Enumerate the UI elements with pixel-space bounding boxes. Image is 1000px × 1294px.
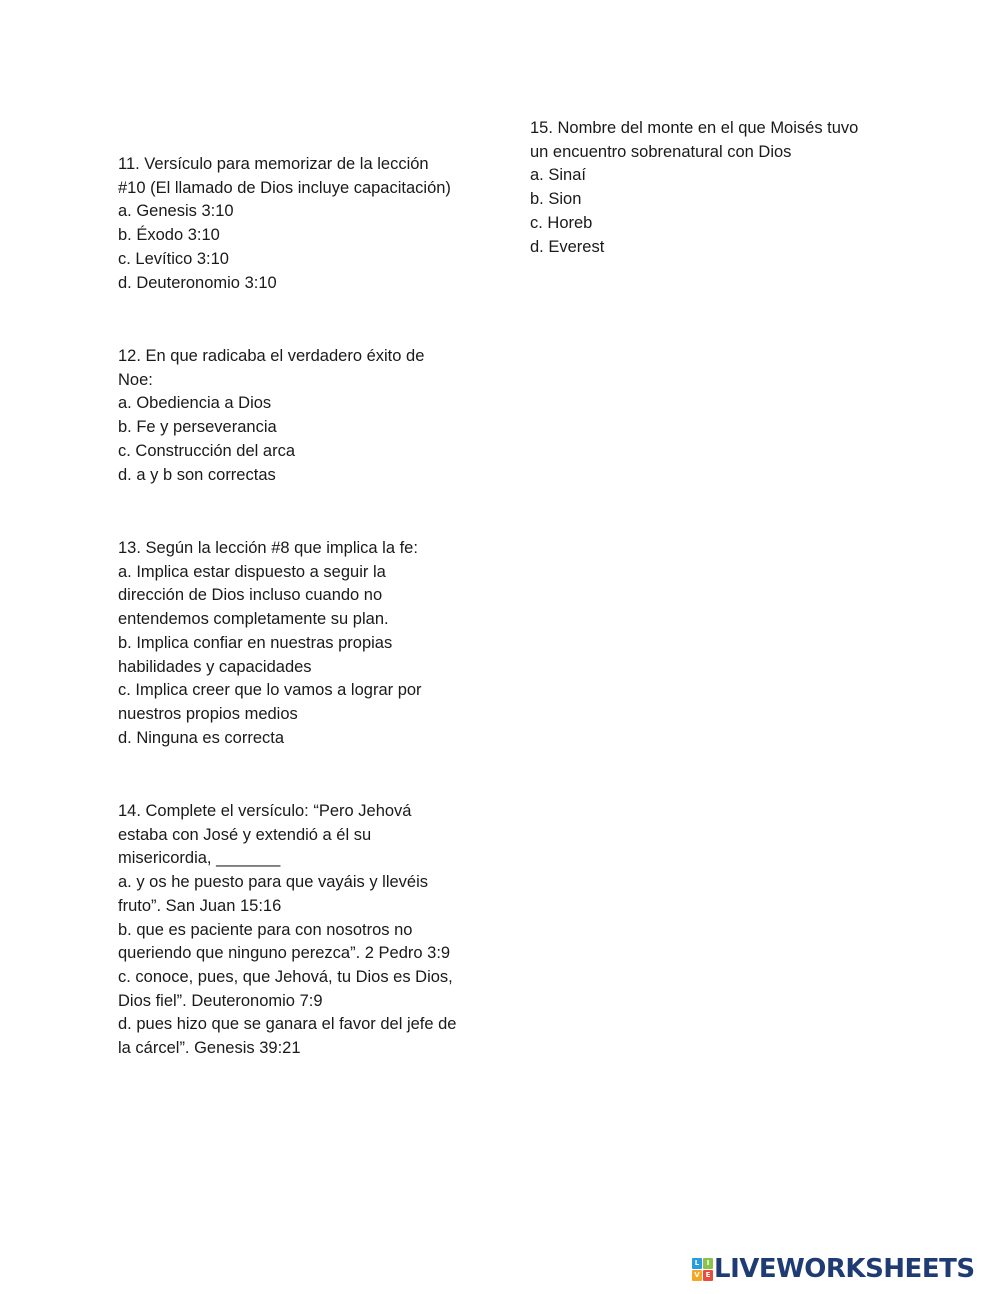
question-14-option-d-line-1[interactable]: d. pues hizo que se ganara el favor del jefe de: [118, 1015, 457, 1034]
question-11-option-d[interactable]: d. Deuteronomio 3:10: [118, 273, 277, 292]
question-13-option-a-line-3[interactable]: entendemos completamente su plan.: [118, 610, 389, 629]
logo-text: LIVEWORKSHEETS: [714, 1254, 975, 1284]
liveworksheets-logo[interactable]: [692, 1256, 975, 1282]
question-14-option-c-line-2[interactable]: Dios fiel”. Deuteronomio 7:9: [118, 991, 323, 1010]
question-12-prompt-line-1: 12. En que radicaba el verdadero éxito de: [118, 347, 425, 365]
question-14-option-b-line-2[interactable]: queriendo que ninguno perezca”. 2 Pedro 3:9: [118, 944, 451, 963]
question-13-option-b-line-2[interactable]: habilidades y capacidades: [118, 657, 312, 676]
question-14-option-a-line-2[interactable]: fruto”. San Juan 15:16: [118, 896, 282, 915]
question-11: [118, 153, 478, 295]
question-13-prompt: 13. Según la lección #8 que implica la fe:: [118, 539, 418, 557]
question-14-option-c-line-1[interactable]: c. conoce, pues, que Jehová, tu Dios es Dios,: [118, 967, 453, 986]
question-13-option-b-line-1[interactable]: b. Implica confiar en nuestras propias: [118, 633, 393, 652]
question-13-option-d[interactable]: d. Ninguna es correcta: [118, 728, 285, 747]
question-14-option-a-line-1[interactable]: a. y os he puesto para que vayáis y llevéis: [118, 873, 429, 892]
question-14-option-d-line-2[interactable]: la cárcel”. Genesis 39:21: [118, 1039, 301, 1058]
question-14-prompt-line-1: 14. Complete el versículo: “Pero Jehová: [118, 802, 412, 820]
question-15-prompt-line-1: 15. Nombre del monte en el que Moisés tuvo: [530, 119, 859, 137]
logo-mark-cell: V: [692, 1270, 702, 1281]
question-11-option-c[interactable]: c. Levítico 3:10: [118, 249, 229, 268]
question-11-option-b[interactable]: b. Éxodo 3:10: [118, 226, 220, 245]
question-14-prompt-line-3: misericordia, _______: [118, 849, 281, 868]
question-11-prompt-line-2: #10 (El llamado de Dios incluye capacitación): [118, 178, 451, 197]
question-12-prompt-line-2: Noe:: [118, 370, 153, 389]
question-12: [118, 345, 478, 487]
question-11-prompt-line-1: 11. Versículo para memorizar de la lección: [118, 155, 429, 173]
question-14-option-b-line-1[interactable]: b. que es paciente para con nosotros no: [118, 920, 413, 939]
logo-mark-cell: I: [703, 1258, 713, 1269]
question-13-option-c-line-1[interactable]: c. Implica creer que lo vamos a lograr por: [118, 681, 422, 700]
question-14: [118, 800, 478, 1061]
logo-mark-cell: L: [692, 1258, 702, 1269]
question-12-option-c[interactable]: c. Construcción del arca: [118, 441, 295, 460]
question-11-option-a[interactable]: a. Genesis 3:10: [118, 202, 234, 221]
question-12-option-a[interactable]: a. Obediencia a Dios: [118, 394, 272, 413]
question-15: [530, 117, 890, 259]
question-14-prompt-line-2: estaba con José y extendió a él su: [118, 825, 372, 844]
logo-mark-cell: E: [703, 1270, 713, 1281]
question-13: [118, 537, 478, 750]
question-15-option-d[interactable]: d. Everest: [530, 237, 605, 256]
question-13-option-a-line-2[interactable]: dirección de Dios incluso cuando no: [118, 586, 383, 605]
question-12-option-b[interactable]: b. Fe y perseverancia: [118, 418, 277, 437]
question-15-option-c[interactable]: c. Horeb: [530, 213, 593, 232]
question-15-option-a[interactable]: a. Sinaí: [530, 166, 586, 185]
question-13-option-a-line-1[interactable]: a. Implica estar dispuesto a seguir la: [118, 562, 386, 581]
question-12-option-d[interactable]: d. a y b son correctas: [118, 465, 276, 484]
logo-mark-icon: [692, 1258, 712, 1280]
question-15-prompt-line-2: un encuentro sobrenatural con Dios: [530, 142, 792, 161]
question-15-option-b[interactable]: b. Sion: [530, 190, 582, 209]
question-13-option-c-line-2[interactable]: nuestros propios medios: [118, 704, 298, 723]
